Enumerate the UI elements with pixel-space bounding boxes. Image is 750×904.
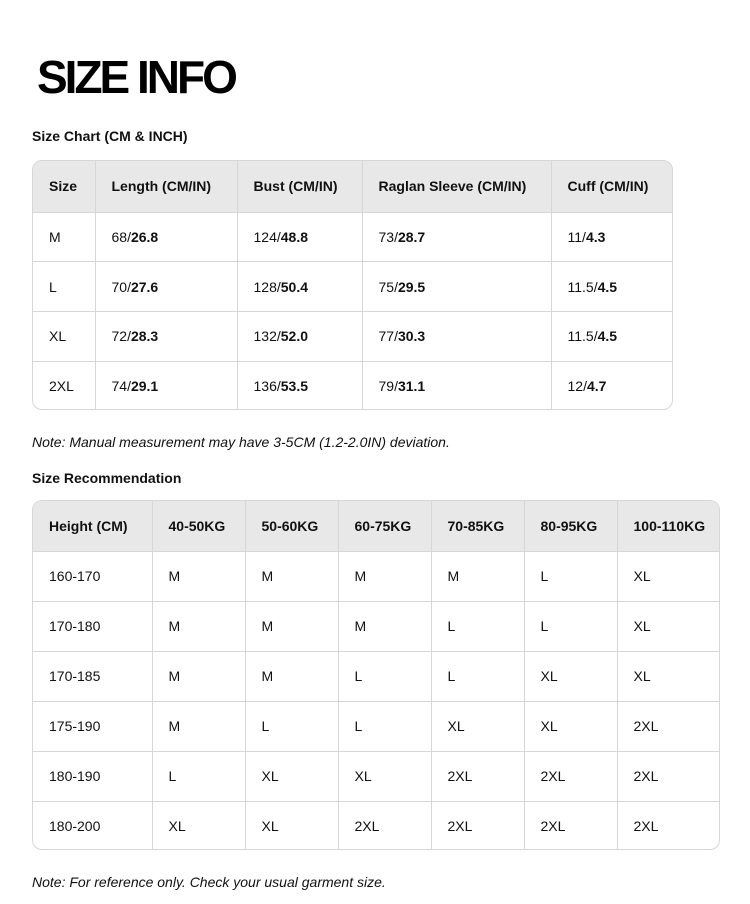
recommended-size-cell: XL [617, 551, 719, 601]
cm-value: 79/ [378, 378, 398, 395]
cm-value: 11.5/ [567, 278, 598, 295]
recommended-size-cell: XL [524, 651, 617, 701]
recommended-size-cell: M [152, 601, 245, 651]
measurement-cell [362, 361, 551, 410]
table-row [33, 212, 672, 262]
recommended-size-cell: XL [338, 751, 431, 801]
recommendation-column-header: 100-110KG [617, 501, 719, 551]
cm-value: 74/ [111, 378, 131, 395]
recommended-size-cell: M [152, 651, 245, 701]
inch-value: 26.8 [130, 228, 159, 245]
recommended-size-cell: L [245, 701, 338, 751]
recommended-size-cell: L [431, 651, 524, 701]
height-cell: 160-170 [33, 551, 152, 601]
cm-value: 12/ [567, 378, 587, 395]
measurement-cell [237, 262, 362, 312]
measurement-cell [551, 212, 672, 262]
size-chart-heading: Size Chart (CM & INCH) [32, 128, 188, 144]
recommendation-column-header: 40-50KG [152, 501, 245, 551]
inch-value: 4.5 [597, 278, 618, 295]
size-cell: 2XL [33, 361, 95, 410]
inch-value: 4.3 [585, 228, 606, 245]
size-chart-column-header: Length (CM/IN) [95, 161, 237, 212]
cm-value: 72/ [111, 328, 131, 345]
inch-value: 31.1 [397, 378, 426, 395]
cm-value: 136/ [253, 378, 281, 395]
cm-value: 11.5/ [567, 328, 598, 345]
recommended-size-cell: 2XL [338, 801, 431, 850]
measurement-cell [237, 361, 362, 410]
cm-value: 70/ [111, 278, 131, 295]
inch-value: 30.3 [397, 328, 426, 345]
inch-value: 28.7 [397, 228, 426, 245]
cm-value: 124/ [253, 228, 281, 245]
height-cell: 180-190 [33, 751, 152, 801]
cm-value: 11/ [567, 228, 586, 245]
measurement-cell [362, 312, 551, 362]
recommendation-column-header: Height (CM) [33, 501, 152, 551]
height-cell: 170-185 [33, 651, 152, 701]
recommendation-column-header: 80-95KG [524, 501, 617, 551]
size-chart-header-row [33, 161, 672, 212]
size-cell: M [33, 212, 95, 262]
size-chart-column-header: Bust (CM/IN) [237, 161, 362, 212]
recommended-size-cell: M [152, 551, 245, 601]
height-cell: 180-200 [33, 801, 152, 850]
recommended-size-cell: L [524, 551, 617, 601]
size-cell: L [33, 262, 95, 312]
measurement-cell [95, 361, 237, 410]
recommended-size-cell: M [338, 551, 431, 601]
recommended-size-cell: XL [524, 701, 617, 751]
page-title: SIZE INFO [37, 51, 235, 103]
table-row [33, 262, 672, 312]
measurement-cell [95, 312, 237, 362]
measurement-cell [237, 212, 362, 262]
recommended-size-cell: XL [245, 751, 338, 801]
size-chart-column-header: Cuff (CM/IN) [551, 161, 672, 212]
measurement-cell [95, 212, 237, 262]
table-row [33, 601, 719, 651]
recommended-size-cell: M [245, 601, 338, 651]
measurement-cell [237, 312, 362, 362]
table-row [33, 312, 672, 362]
recommended-size-cell: 2XL [524, 801, 617, 850]
inch-value: 48.8 [280, 228, 308, 245]
recommended-size-cell: M [152, 701, 245, 751]
recommended-size-cell: XL [245, 801, 338, 850]
inch-value: 29.5 [397, 278, 426, 295]
recommended-size-cell: M [245, 651, 338, 701]
recommended-size-cell: XL [617, 601, 719, 651]
table-row [33, 651, 719, 701]
table-row [33, 701, 719, 751]
recommended-size-cell: 2XL [617, 751, 719, 801]
measurement-cell [362, 262, 551, 312]
recommended-size-cell: 2XL [617, 701, 719, 751]
inch-value: 53.5 [280, 378, 308, 395]
size-chart-note: Note: Manual measurement may have 3-5CM (1.2-2.0IN) deviation. [32, 434, 450, 450]
recommendation-column-header: 60-75KG [338, 501, 431, 551]
inch-value: 4.5 [597, 328, 618, 345]
recommendation-note: Note: For reference only. Check your usual garment size. [32, 874, 386, 890]
cm-value: 128/ [253, 278, 281, 295]
recommended-size-cell: 2XL [524, 751, 617, 801]
size-recommendation-table [32, 500, 720, 850]
inch-value: 28.3 [130, 328, 159, 345]
recommended-size-cell: XL [617, 651, 719, 701]
recommended-size-cell: 2XL [633, 818, 659, 835]
table-row [33, 361, 672, 410]
table-row [33, 551, 719, 601]
measurement-cell [95, 262, 237, 312]
height-cell: 175-190 [33, 701, 152, 751]
recommended-size-cell: L [152, 751, 245, 801]
recommended-size-cell: XL [431, 701, 524, 751]
measurement-cell [551, 262, 672, 312]
height-cell: 170-180 [33, 601, 152, 651]
measurement-cell [551, 361, 672, 410]
recommended-size-cell: L [338, 701, 431, 751]
inch-value: 27.6 [130, 278, 159, 295]
recommended-size-cell: L [431, 601, 524, 651]
inch-value: 29.1 [130, 378, 159, 395]
recommendation-column-header: 70-85KG [431, 501, 524, 551]
recommended-size-cell: XL [152, 801, 245, 850]
table-row [33, 801, 719, 850]
size-chart-column-header: Raglan Sleeve (CM/IN) [362, 161, 551, 212]
recommended-size-cell: M [338, 601, 431, 651]
measurement-cell [362, 212, 551, 262]
recommended-size-cell: M [245, 551, 338, 601]
recommendation-column-header: 50-60KG [245, 501, 338, 551]
recommended-size-cell: 2XL [431, 801, 524, 850]
measurement-cell [551, 312, 672, 362]
cm-value: 73/ [378, 228, 398, 245]
cm-value: 68/ [111, 228, 131, 245]
recommendation-header-row [33, 501, 719, 551]
recommended-size-cell: L [338, 651, 431, 701]
inch-value: 50.4 [280, 278, 308, 295]
table-row [33, 751, 719, 801]
cm-value: 132/ [253, 328, 281, 345]
recommended-size-cell: L [524, 601, 617, 651]
size-cell: XL [33, 312, 95, 362]
cm-value: 75/ [378, 278, 398, 295]
recommended-size-cell: M [431, 551, 524, 601]
inch-value: 4.7 [586, 378, 607, 395]
recommended-size-cell: 2XL [431, 751, 524, 801]
size-chart-column-header: Size [33, 161, 95, 212]
inch-value: 52.0 [280, 328, 308, 345]
recommendation-heading: Size Recommendation [32, 470, 182, 486]
size-chart-table [32, 160, 673, 410]
cm-value: 77/ [378, 328, 398, 345]
